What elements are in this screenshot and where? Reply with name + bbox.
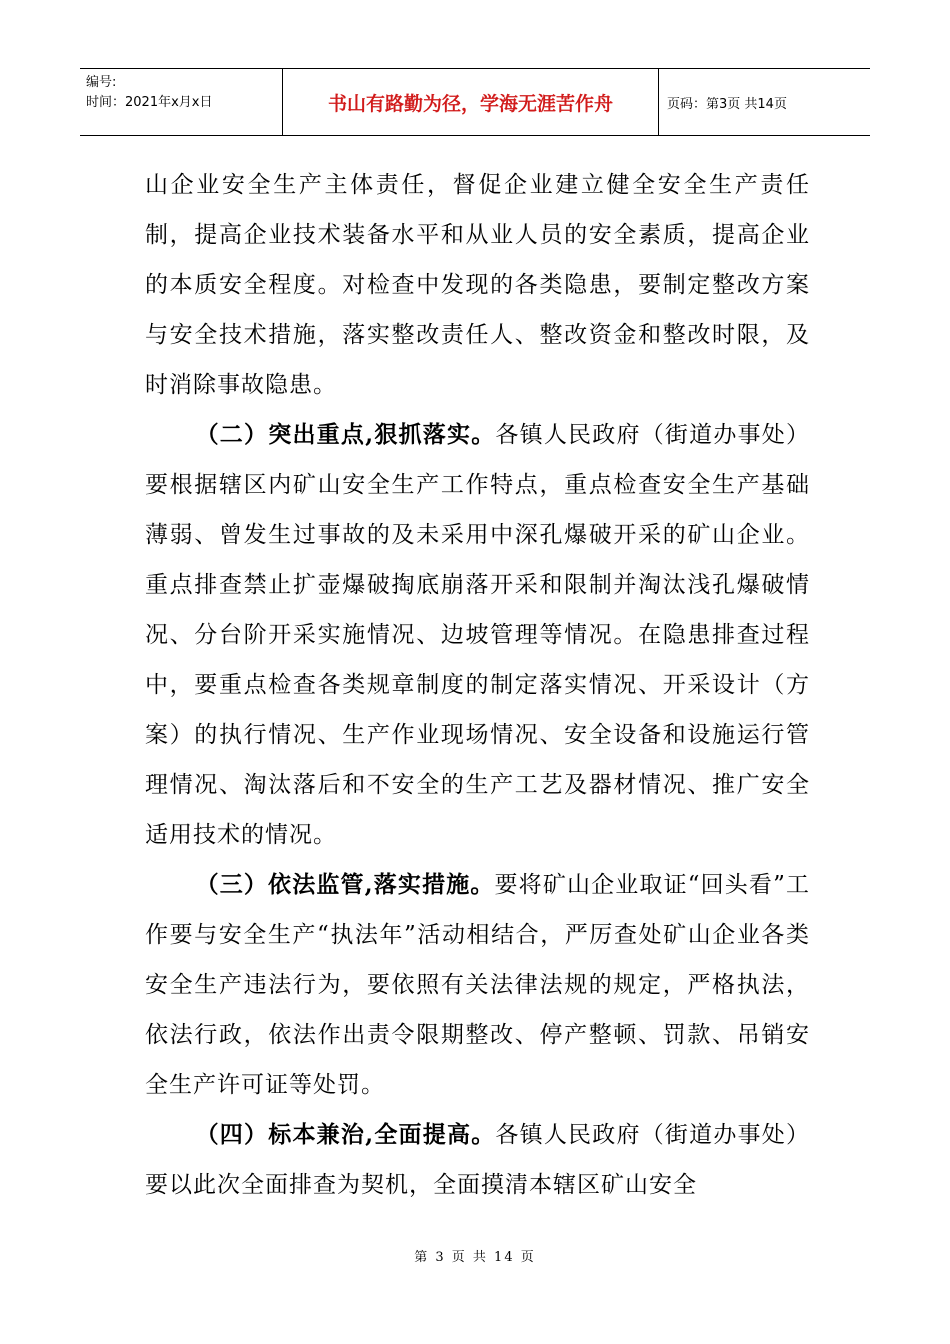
section-3-heading: （三）依法监管,落实措施。 [195, 871, 495, 898]
document-date-label: 时间：2021年x月x日 [86, 95, 213, 110]
page-footer: 第 3 页 共 14 页 [414, 1250, 536, 1265]
header-page-label: 页码：第3页 共14页 [667, 96, 787, 112]
section-4-text: 各镇人民政府（街道办事处）要以此次全面排查为契机，全面摸清本辖区矿山安全 [145, 1122, 810, 1198]
section-2-heading: （二）突出重点,狠抓落实。 [195, 421, 496, 448]
document-body [145, 160, 810, 1210]
page-header [80, 68, 870, 136]
paragraph-continued: 山企业安全生产主体责任，督促企业建立健全安全生产责任制，提高企业技术装备水平和从业人员的安全素质，提高企业的本质安全程度。对检查中发现的各类隐患，要制定整改方案与安全技术措施，落实整改责任人、整改资金和整改时限，及时消除事故隐患。 [145, 172, 810, 398]
section-2-text: 各镇人民政府（街道办事处）要根据辖区内矿山安全生产工作特点，重点检查安全生产基础薄弱、曾发生过事故的及未采用中深孔爆破开采的矿山企业。重点排查禁止扩壶爆破掏底崩落开采和限制并淘汰浅孔爆破情况、分台阶开采实施情况、边坡管理等情况。在隐患排查过程中，要重点检查各类规章制度的制定落实情况、开采设计（方案）的执行情况、生产作业现场情况、安全设备和设施运行管理情况、淘汰落后和不安全的生产工艺及器材情况、推广安全适用技术的情况。 [145, 422, 810, 848]
header-motto: 书山有路勤为径，学海无涯苦作舟 [283, 69, 659, 135]
paragraph-section-2 [145, 410, 810, 860]
document-number-label: 编号: [86, 75, 117, 90]
header-meta [80, 69, 283, 135]
section-3-text: 要将矿山企业取证“回头看”工作要与安全生产“执法年”活动相结合，严厉查处矿山企业各类安全生产违法行为，要依照有关法律法规的规定，严格执法，依法行政，依法作出责令限期整改、停产整顿、罚款、吊销安全生产许可证等处罚。 [145, 872, 810, 1098]
paragraph-section-3 [145, 860, 810, 1110]
paragraph-section-4 [145, 1110, 810, 1210]
section-4-heading: （四）标本兼治,全面提高。 [195, 1121, 496, 1148]
